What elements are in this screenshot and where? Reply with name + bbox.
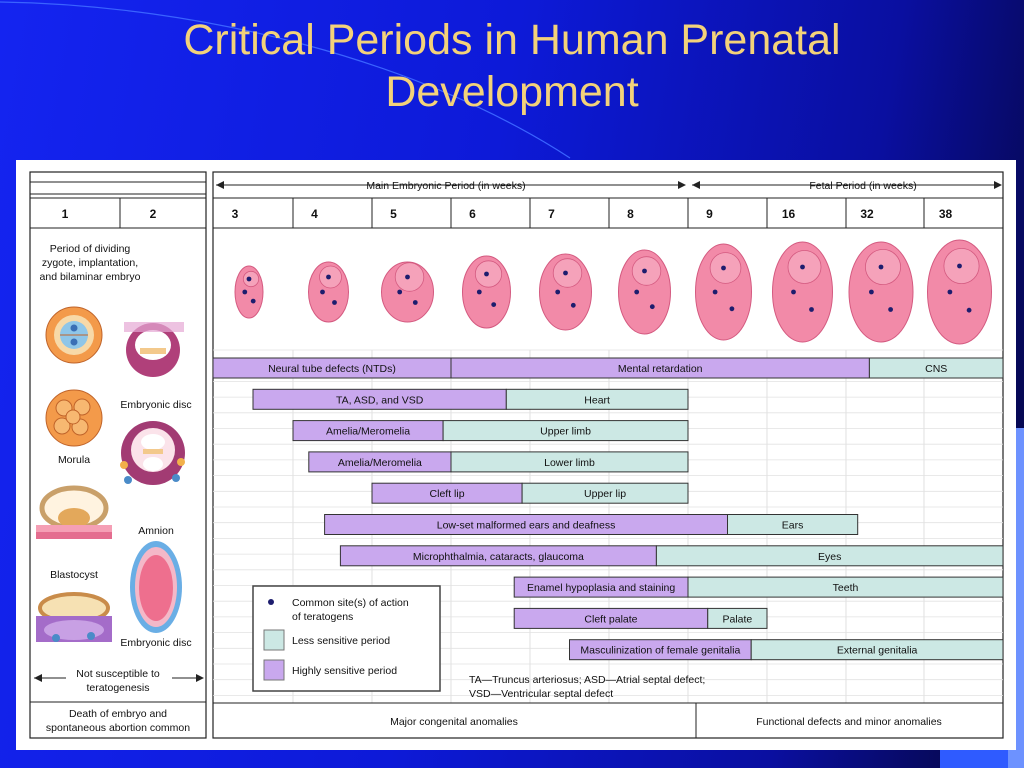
legend: [253, 586, 440, 691]
legend-dot-label-line2: of teratogens: [292, 611, 354, 623]
embryo-site-dot: [555, 290, 560, 295]
embryo-site-dot: [730, 306, 735, 311]
week-headers: [62, 198, 953, 228]
week-label-7: 7: [548, 207, 555, 221]
bar-row-upper-limb: [293, 421, 688, 441]
bar-label: External genitalia: [836, 644, 918, 657]
embryo-site-dot: [491, 302, 496, 307]
embryo-site-dot: [251, 299, 256, 304]
embryonic-disc-label-1: Embryonic disc: [120, 399, 192, 411]
embryo-site-dot: [413, 300, 418, 305]
intro-line-3: and bilaminar embryo: [39, 271, 141, 283]
bar-row-heart: [253, 389, 688, 409]
embryo-site-dot: [247, 277, 252, 282]
death-line-1: Death of embryo and: [68, 708, 168, 720]
embryo-week-38-icon: [928, 240, 992, 344]
embryo-site-dot: [477, 290, 482, 295]
footer-functional-defects: Functional defects and minor anomalies: [756, 716, 942, 728]
bar-row-lower-limb: [309, 452, 688, 472]
bilaminar-embryo-icon: [120, 421, 185, 485]
bar-label: Teeth: [832, 582, 859, 595]
embryo-site-dot: [791, 290, 796, 295]
embryo-week-4-icon: [309, 262, 349, 322]
bar-label: Amelia/Meromelia: [337, 456, 422, 469]
slide-title-line-2: Development: [385, 68, 639, 116]
bar-label: Upper lip: [584, 488, 627, 501]
bar-row-upper-lip: [372, 483, 688, 503]
fetal-arrow-right: [994, 181, 1002, 189]
bar-row-external-genitalia: [570, 640, 1004, 660]
week-label-1: 1: [61, 207, 69, 221]
bar-label: Enamel hypoplasia and staining: [526, 582, 676, 595]
death-line-2: spontaneous abortion common: [45, 722, 191, 734]
week-label-8: 8: [627, 207, 634, 221]
bar-label: Eyes: [818, 550, 842, 563]
embryo-illustrations: [235, 240, 992, 344]
bar-row-eyes: [340, 546, 1003, 566]
fetal-arrow-left: [692, 181, 700, 189]
bar-label: Palate: [722, 613, 753, 626]
left-panel-illustrations: [30, 243, 206, 734]
legend-high-swatch: [264, 660, 284, 680]
embryo-site-dot: [634, 290, 639, 295]
week-label-38: 38: [938, 207, 953, 221]
footer-row: [213, 703, 1003, 738]
bar-row-ears: [325, 515, 858, 535]
embryo-week-3-icon: [235, 266, 263, 318]
bar-label: Cleft lip: [429, 488, 465, 501]
blastocyst-implanted-icon: [36, 594, 112, 642]
bar-label: Low-set malformed ears and deafness: [436, 519, 616, 532]
slide-title-line-1: Critical Periods in Human Prenatal: [183, 16, 841, 64]
zygote-icon: [46, 307, 102, 363]
not-susceptible-line-2: teratogenesis: [86, 682, 150, 694]
chart-canvas: [16, 160, 1016, 750]
embryo-site-dot: [800, 265, 805, 270]
embryo-site-dot: [397, 290, 402, 295]
embryo-site-dot: [713, 290, 718, 295]
period-header: [30, 180, 1003, 228]
legend-dot-icon: [268, 599, 274, 605]
fetal-period-label: Fetal Period (in weeks): [809, 180, 917, 192]
embryo-site-dot: [332, 300, 337, 305]
legend-less-label: Less sensitive period: [292, 635, 391, 647]
embryo-site-dot: [650, 304, 655, 309]
bar-label: TA, ASD, and VSD: [335, 394, 424, 407]
amnion-label: Amnion: [138, 525, 174, 537]
bar-row-teeth: [514, 577, 1003, 597]
embryo-week-6-icon: [463, 256, 511, 328]
embryo-site-dot: [869, 290, 874, 295]
legend-high-label: Highly sensitive period: [292, 665, 398, 677]
bar-row-palate: [514, 608, 767, 628]
bar-label: Lower limb: [544, 456, 595, 469]
embryonic-period-label: Main Embryonic Period (in weeks): [366, 180, 526, 192]
week-label-4: 4: [311, 207, 318, 221]
embryo-site-dot: [484, 272, 489, 277]
embryo-week-16-icon: [773, 242, 833, 342]
embryonic-arrow-left: [216, 181, 224, 189]
bar-row-cns: [213, 358, 1003, 378]
not-susceptible-line-1: Not susceptible to: [76, 668, 160, 680]
embryo-site-dot: [879, 265, 884, 270]
bar-label: Ears: [781, 519, 804, 532]
morula-icon: [46, 390, 102, 446]
embryonic-disc-label-2: Embryonic disc: [120, 637, 192, 649]
embryo-week-5-icon: [382, 262, 434, 322]
legend-less-swatch: [264, 630, 284, 650]
embryo-site-dot: [563, 271, 568, 276]
bar-label: Cleft palate: [584, 613, 638, 626]
embryo-site-dot: [242, 290, 247, 295]
blastocyst-icon: [36, 488, 112, 539]
embryo-site-dot: [948, 290, 953, 295]
slide-title: [0, 14, 1024, 118]
week-label-9: 9: [706, 207, 713, 221]
bar-label: CNS: [925, 363, 948, 375]
embryonic-disc-icon: [124, 322, 184, 377]
not-susceptible-arrow-right: [196, 674, 204, 682]
embryo-site-dot: [888, 307, 893, 312]
embryo-site-dot: [571, 303, 576, 308]
embryo-week-32-icon: [849, 242, 913, 342]
bar-label: Masculinization of female genitalia: [580, 644, 741, 657]
intro-line-1: Period of dividing: [49, 243, 131, 255]
blastocyst-label: Blastocyst: [50, 569, 98, 581]
embryo-site-dot: [957, 264, 962, 269]
embryo-site-dot: [967, 308, 972, 313]
week-label-3: 3: [231, 207, 239, 221]
week-label-6: 6: [469, 207, 476, 221]
week-label-2: 2: [149, 207, 157, 221]
embryo-site-dot: [809, 307, 814, 312]
not-susceptible-arrow-left: [34, 674, 42, 682]
morula-label: Morula: [57, 454, 91, 466]
bar-label: Microphthalmia, cataracts, glaucoma: [412, 550, 584, 563]
embryonic-arrow-right: [678, 181, 686, 189]
bar-label: Upper limb: [540, 425, 591, 438]
bar-label: Amelia/Meromelia: [326, 425, 411, 438]
critical-periods-chart: [16, 160, 1016, 750]
footer-major-anomalies: Major congenital anomalies: [390, 716, 518, 728]
embryo-site-dot: [326, 275, 331, 280]
bar-label: Heart: [584, 394, 610, 407]
embryo-week-8-icon: [619, 250, 671, 334]
amnion-icon: [130, 541, 182, 633]
embryo-week-9-icon: [696, 244, 752, 340]
embryo-site-dot: [405, 275, 410, 280]
embryo-site-dot: [721, 266, 726, 271]
embryo-week-7-icon: [540, 254, 592, 330]
embryo-site-dot: [642, 269, 647, 274]
legend-dot-label: Common site(s) of action: [292, 597, 409, 609]
bar-label: Mental retardation: [617, 363, 703, 375]
intro-line-2: zygote, implantation,: [41, 257, 139, 269]
week-label-16: 16: [781, 207, 796, 221]
embryo-site-dot: [320, 290, 325, 295]
bar-label: Neural tube defects (NTDs): [268, 363, 396, 375]
abbreviations-line-1: TA—Truncus arteriosus; ASD—Atrial septal defect;: [469, 674, 706, 686]
abbreviations-line-2: VSD—Ventricular septal defect: [469, 688, 614, 700]
week-label-32: 32: [860, 207, 874, 221]
week-label-5: 5: [390, 207, 397, 221]
